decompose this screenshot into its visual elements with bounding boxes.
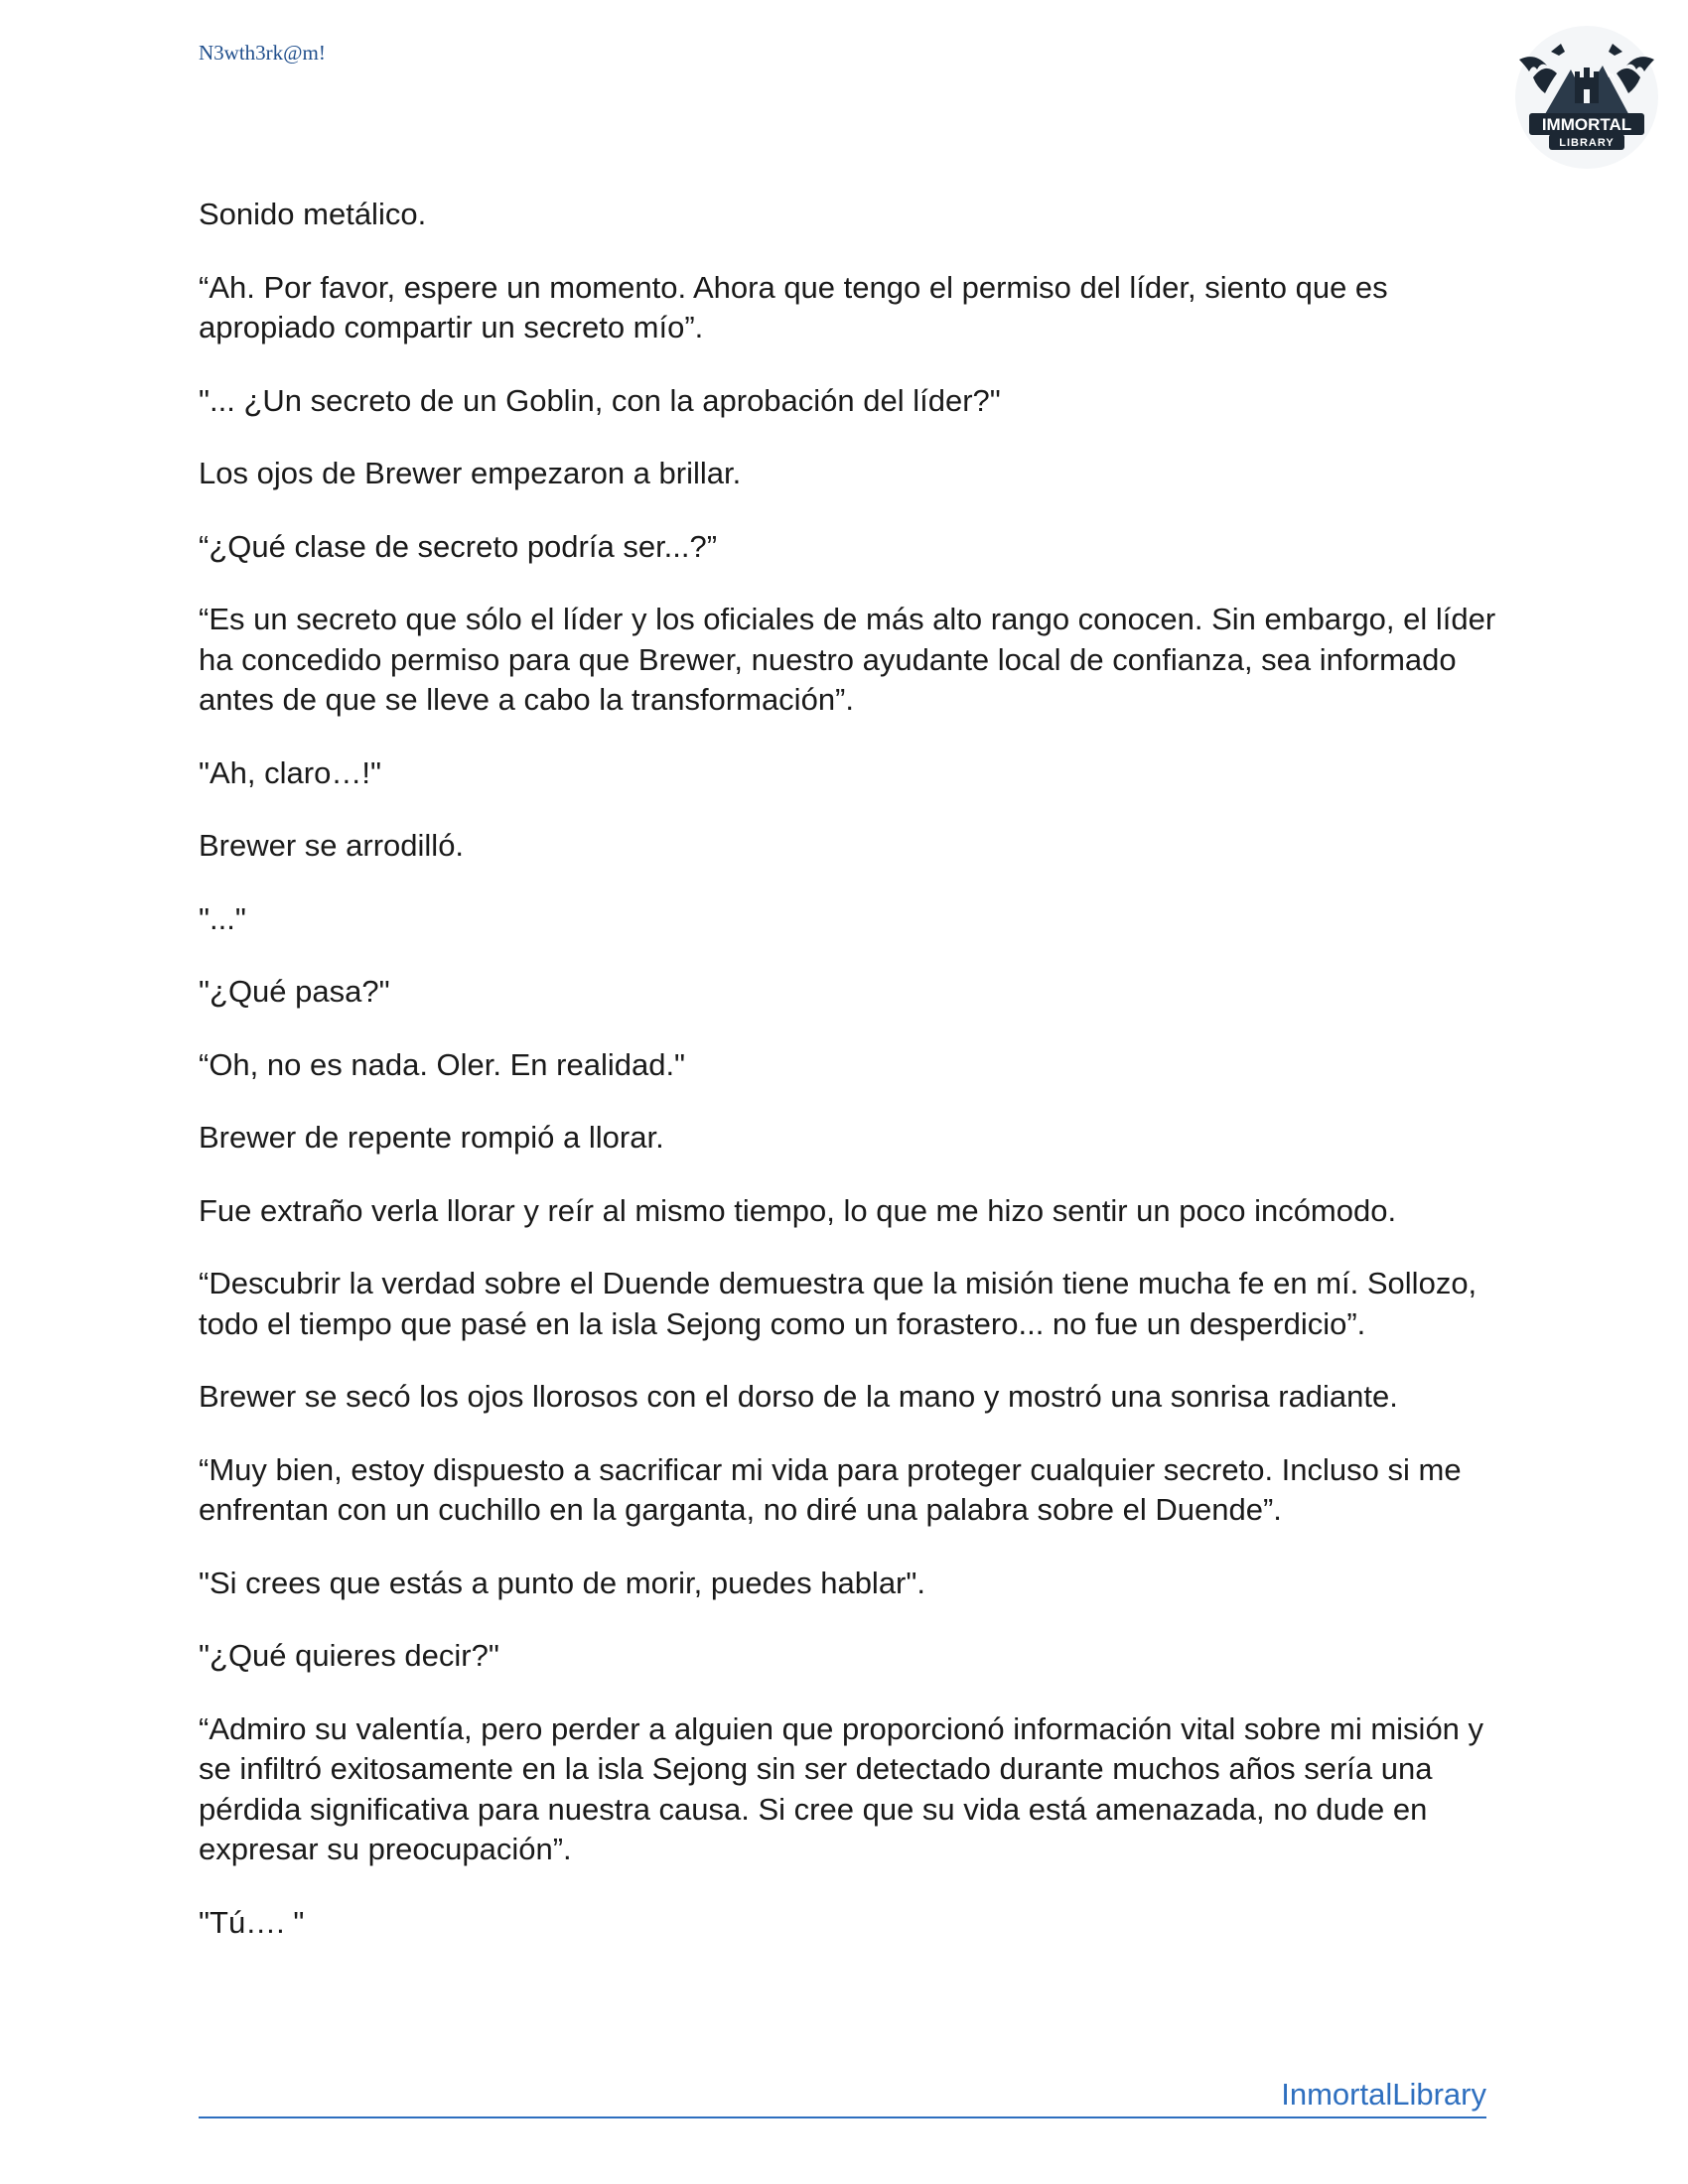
paragraph: “Ah. Por favor, espere un momento. Ahora que tengo el permiso del líder, siento que es apropiado compartir un secreto mío”. [199, 269, 1388, 344]
paragraph: "Si crees que estás a punto de morir, puedes hablar". [199, 1565, 925, 1600]
paragraph: “Descubrir la verdad sobre el Duende demuestra que la misión tiene mucha fe en mí. Sollozo, todo el tiempo que pasé en la isla Sejong como un forastero... no fue un desperdicio”. [199, 1266, 1477, 1341]
paragraph: Fue extraño verla llorar y reír al mismo tiempo, lo que me hizo sentir un poco incómodo. [199, 1192, 1397, 1228]
paragraph: Los ojos de Brewer empezaron a brillar. [199, 456, 742, 490]
paragraph: “Admiro su valentía, pero perder a alguien que proporcionó información vital sobre mi misión y se infiltró exitosamente en la isla Sejong sin ser detectado durante muchos años sería una pérdida significativa para nuestra causa. Si cree que su vida está amenazada, no dude en expresar su preocupación”. [199, 1710, 1484, 1866]
footer-link-inmortal-library[interactable]: InmortalLibrary [1281, 2077, 1486, 2112]
paragraph: "... ¿Un secreto de un Goblin, con la aprobación del líder?" [199, 382, 1001, 418]
header-tag: N3wth3rk@m! [199, 41, 326, 65]
paragraph: “¿Qué clase de secreto podría ser...?” [199, 528, 718, 564]
paragraph: Brewer se arrodilló. [199, 828, 465, 863]
paragraph: "Tú…. " [199, 1904, 305, 1940]
paragraph: “Es un secreto que sólo el líder y los oficiales de más alto rango conocen. Sin embargo, el líder ha concedido permiso para que Brewer, nuestro ayudante local de confianza, sea informado antes de que se lleve a cabo la transformación”. [199, 602, 1496, 717]
paragraph: "..." [199, 900, 246, 936]
logo-text-library: LIBRARY [1559, 137, 1615, 149]
paragraph: "Ah, claro…!" [199, 754, 381, 790]
paragraph: "¿Qué quieres decir?" [199, 1638, 499, 1673]
paragraph: Brewer se secó los ojos llorosos con el dorso de la mano y mostró una sonrisa radiante. [199, 1379, 1398, 1414]
paragraph: “Muy bien, estoy dispuesto a sacrificar mi vida para proteger cualquier secreto. Incluso si me enfrentan con un cuchillo en la garganta, no diré una palabra sobre el Duende”. [199, 1451, 1462, 1527]
body-text [199, 195, 1499, 1976]
paragraph: Brewer de repente rompió a llorar. [199, 1120, 664, 1155]
paragraph: “Oh, no es nada. Oler. En realidad." [199, 1046, 686, 1082]
paragraph: Sonido metálico. [199, 197, 427, 231]
logo-text-immortal: IMMORTAL [1541, 115, 1632, 134]
footer-rule [199, 2075, 1486, 2118]
immortal-library-logo [1511, 22, 1662, 171]
paragraph: "¿Qué pasa?" [199, 974, 390, 1009]
